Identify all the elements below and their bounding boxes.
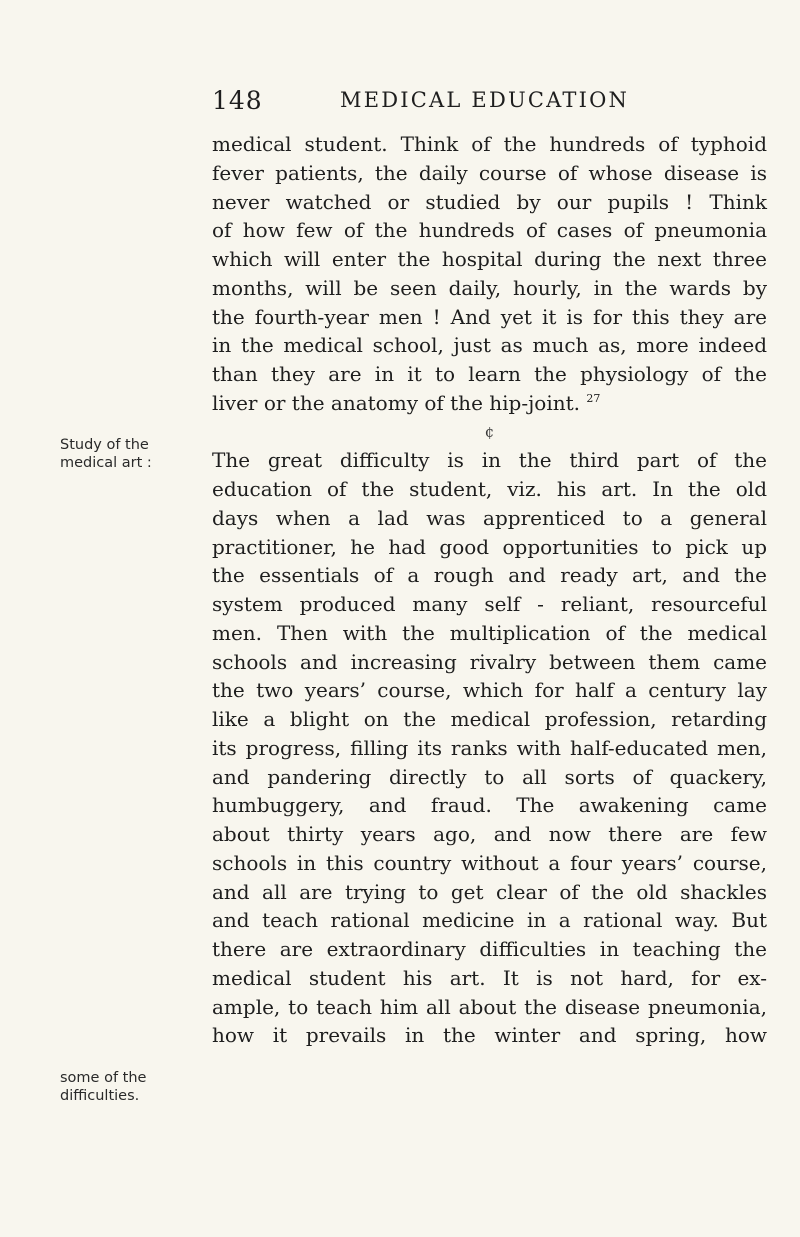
text-line: the essentials of a rough and ready art, and the — [212, 563, 767, 588]
text-line: practitioner, he had good opportunities to pick up — [212, 534, 767, 559]
text-line: the fourth-year men ! And yet it is for this they are — [212, 304, 767, 329]
text-line: system produced many self - reliant, resourceful — [212, 592, 767, 616]
text-line: humbuggery, and fraud. The awakening came — [212, 793, 767, 818]
text-line: never watched or studied by our pupils ! Think — [212, 189, 767, 214]
text-line: than they are in it to learn the physiology of the — [212, 362, 767, 386]
text-line-content: liver or the anatomy of the hip-joint. — [212, 390, 581, 415]
sidenote-difficulties — [60, 1069, 210, 1105]
text-line: schools and increasing rivalry between them came — [212, 649, 767, 674]
text-line: medical student. Think of the hundreds of typhoid — [212, 132, 767, 156]
text-line: and pandering directly to all sorts of quackery, — [212, 764, 767, 789]
text-line: fever patients, the daily course of whose disease is — [212, 160, 767, 185]
text-line: and all are trying to get clear of the old shackles — [212, 879, 767, 904]
text-line: days when a lad was apprenticed to a general — [212, 505, 767, 530]
sidenote-study-of-art — [60, 436, 210, 472]
text-line: schools in this country without a four years’ course, — [212, 850, 767, 875]
sidenote-line: difficulties. — [60, 1088, 140, 1104]
text-line: of how few of the hundreds of cases of pneumonia — [212, 218, 767, 243]
text-line: which will enter the hospital during the next three — [212, 247, 767, 271]
text-line-last — [212, 389, 767, 418]
footnote-reference: 27 — [586, 391, 601, 405]
text-line: men. Then with the multiplication of the medical — [212, 620, 767, 645]
section-mark: ¢ — [484, 422, 495, 441]
text-line: in the medical school, just as much as, more indeed — [212, 333, 767, 358]
text-line: its progress, filling its ranks with half-educated men, — [212, 735, 767, 760]
text-line: The great difficulty is in the third part of the — [212, 448, 767, 473]
body-text — [212, 130, 767, 1050]
sidenote-line: Study of the — [60, 437, 149, 453]
page-number: 148 — [212, 86, 263, 115]
text-line: education of the student, viz. his art. In the old — [212, 477, 767, 501]
text-line: ample, to teach him all about the disease pneumonia, — [212, 994, 767, 1019]
running-head: MEDICAL EDUCATION — [340, 88, 630, 112]
sidenote-line: medical art : — [60, 455, 152, 471]
page-header — [212, 86, 660, 116]
text-line: medical student his art. It is not hard, for ex- — [212, 965, 767, 990]
text-line: about thirty years ago, and now there are few — [212, 822, 767, 846]
text-line: like a blight on the medical profession, retarding — [212, 707, 767, 731]
sidenote-line: some of the — [60, 1070, 147, 1086]
text-line: the two years’ course, which for half a century lay — [212, 678, 767, 703]
text-line: there are extraordinary difficulties in teaching the — [212, 937, 767, 961]
text-line: and teach rational medicine in a rational way. But — [212, 908, 767, 933]
text-line: how it prevails in the winter and spring, how — [212, 1023, 767, 1048]
text-line: months, will be seen daily, hourly, in the wards by — [212, 275, 767, 300]
